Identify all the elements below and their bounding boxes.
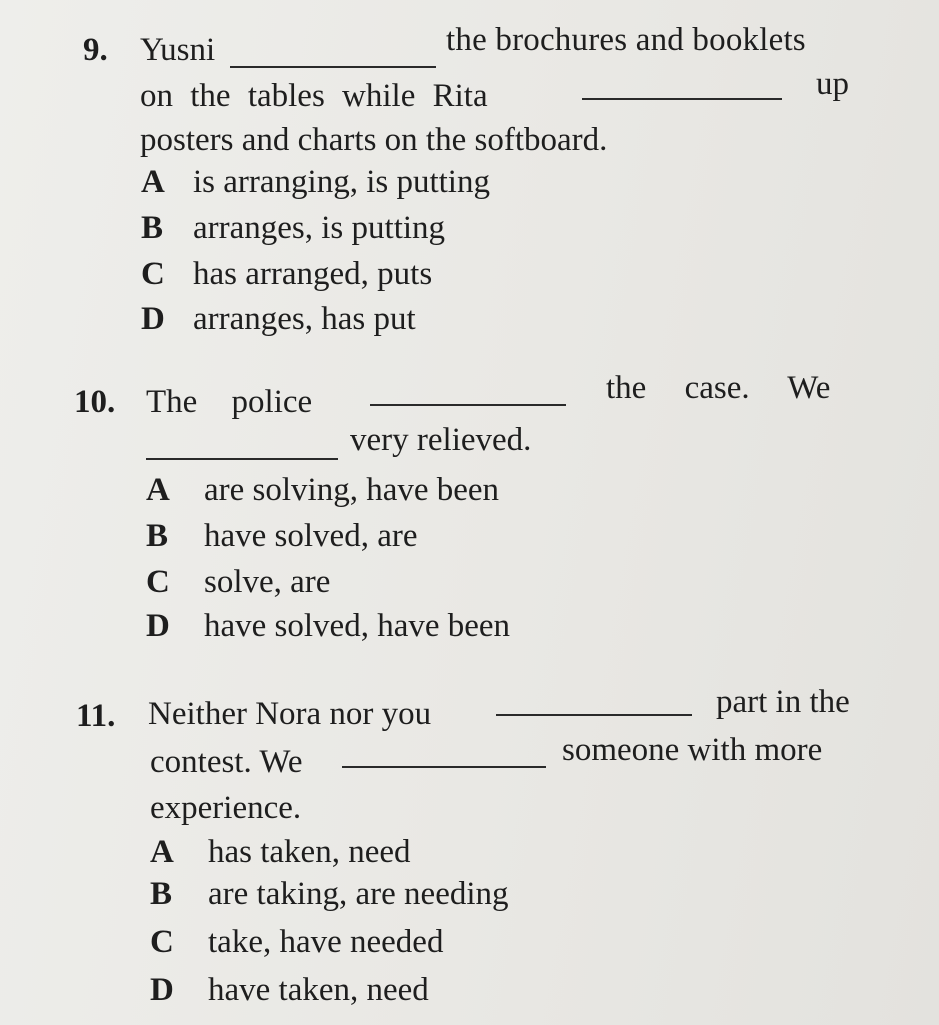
question-text: on the tables while Rita: [140, 78, 488, 114]
option-text: have solved, have been: [204, 608, 511, 644]
question-text: someone with more: [562, 732, 823, 768]
option-letter: A: [146, 472, 170, 508]
question-number: 10.: [74, 384, 116, 420]
question-text: up: [816, 66, 849, 102]
option-text: has taken, need: [208, 834, 411, 870]
question-text: posters and charts on the softboard.: [140, 122, 608, 158]
answer-blank[interactable]: [146, 458, 338, 460]
question-number: 11.: [76, 698, 116, 734]
option-text: are taking, are needing: [208, 876, 509, 912]
option-c[interactable]: [150, 926, 443, 959]
option-text: are solving, have been: [204, 472, 500, 508]
option-c[interactable]: [146, 566, 330, 599]
option-text: has arranged, puts: [193, 256, 433, 292]
option-text: is arranging, is putting: [193, 164, 490, 200]
question-text: very relieved.: [350, 422, 532, 458]
option-letter: C: [146, 564, 170, 600]
question-text: experience.: [150, 790, 302, 826]
option-letter: A: [141, 164, 165, 200]
option-b[interactable]: [141, 212, 445, 245]
answer-blank[interactable]: [230, 66, 436, 68]
option-text: solve, are: [204, 564, 331, 600]
option-a[interactable]: [150, 836, 411, 869]
option-letter: C: [141, 256, 165, 292]
answer-blank[interactable]: [582, 98, 782, 100]
question-text: the brochures and booklets: [446, 22, 806, 58]
option-letter: D: [146, 608, 170, 644]
option-d[interactable]: [146, 610, 510, 643]
answer-blank[interactable]: [370, 404, 566, 406]
option-text: have solved, are: [204, 518, 418, 554]
option-letter: C: [150, 924, 174, 960]
option-d[interactable]: [150, 974, 429, 1007]
option-letter: D: [141, 301, 165, 337]
option-letter: B: [150, 876, 173, 912]
option-b[interactable]: [150, 878, 509, 911]
question-text: contest. We: [150, 744, 303, 780]
option-b[interactable]: [146, 520, 418, 553]
option-letter: A: [150, 834, 174, 870]
question-text: Yusni: [140, 32, 216, 68]
option-text: arranges, has put: [193, 301, 416, 337]
option-text: take, have needed: [208, 924, 444, 960]
question-number: 9.: [83, 32, 108, 68]
option-letter: B: [141, 210, 164, 246]
option-text: arranges, is putting: [193, 210, 446, 246]
question-text: the case. We: [606, 370, 831, 406]
option-c[interactable]: [141, 258, 432, 291]
option-d[interactable]: [141, 303, 416, 336]
option-letter: B: [146, 518, 169, 554]
option-letter: D: [150, 972, 174, 1008]
question-text: The police: [146, 384, 313, 420]
option-a[interactable]: [146, 474, 499, 507]
answer-blank[interactable]: [496, 714, 692, 716]
answer-blank[interactable]: [342, 766, 546, 768]
question-text: part in the: [716, 684, 850, 720]
option-a[interactable]: [141, 166, 490, 199]
question-text: Neither Nora nor you: [148, 696, 432, 732]
option-text: have taken, need: [208, 972, 429, 1008]
